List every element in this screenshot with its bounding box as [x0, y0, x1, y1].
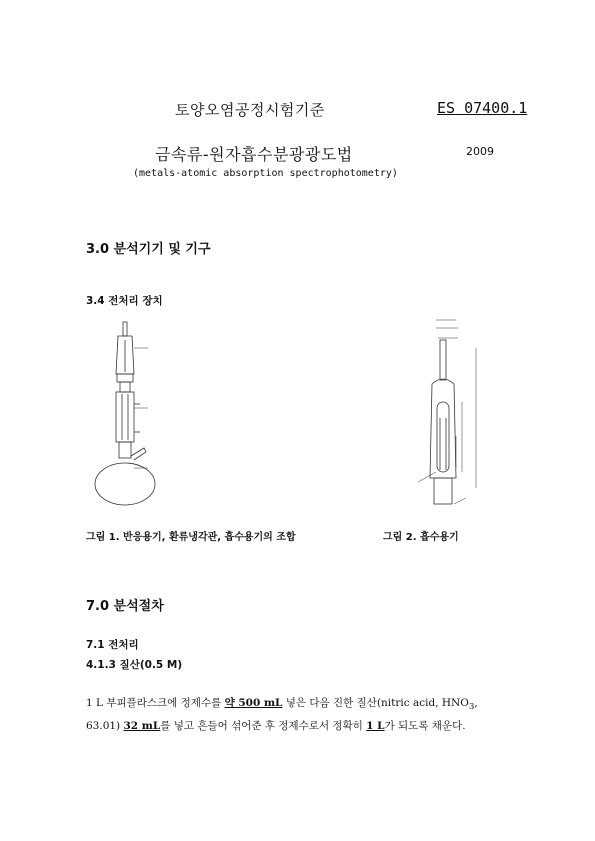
paragraph-text: 를 넣고 흔들어 섞어준 후 정제수로서 정확히: [160, 720, 367, 732]
paragraph-line-2: [86, 718, 466, 733]
fig1-side-arm: [131, 448, 146, 460]
fig1-reaction-flask: [95, 463, 155, 505]
section-4-1-3-heading: 4.1.3 질산(0.5 M): [86, 659, 183, 671]
paragraph-text: ,: [474, 697, 478, 709]
emphasis-volume-500ml: 약 500 mL: [224, 697, 283, 709]
fig2-top-tube: [440, 340, 446, 380]
paragraph-text: 넣은 다음 진한 질산(nitric acid, HNO: [282, 697, 469, 709]
standard-title: 토양오염공정시험기준: [175, 101, 325, 119]
paragraph-text: 63.01): [86, 720, 124, 732]
document-year: 2009: [466, 145, 494, 158]
paragraph-line-1: [86, 695, 478, 712]
section-7-1-heading: 7.1 전처리: [86, 639, 139, 651]
document-subtitle: (metals-atomic absorption spectrophotometry): [133, 168, 398, 179]
figure-1-apparatus-drawing: [90, 318, 200, 518]
emphasis-volume-1l: 1 L: [366, 720, 385, 732]
section-3-0-heading: 3.0 분석기기 및 기구: [86, 242, 211, 257]
fig2-inner-tube: [437, 402, 449, 472]
section-7-0-heading: 7.0 분석절차: [86, 599, 164, 614]
paragraph-text: 가 되도록 채운다.: [384, 720, 466, 732]
fig2-bottom-joint: [434, 478, 452, 504]
fig1-reflux-condenser: [116, 392, 134, 442]
fig1-lower-joint: [119, 442, 131, 458]
fig1-top-tube: [123, 322, 127, 336]
figure-2-absorption-vessel-drawing: [396, 318, 496, 518]
emphasis-volume-32ml: 32 mL: [123, 720, 161, 732]
standard-code: ES 07400.1: [437, 99, 528, 117]
figure-1-caption: 그림 1. 반응용기, 환류냉각관, 흡수용기의 조합: [86, 532, 296, 543]
fig2-vessel-body: [430, 379, 456, 478]
subscript: 3: [468, 702, 475, 713]
figure-2-caption: 그림 2. 흡수용기: [383, 532, 459, 543]
section-3-4-heading: 3.4 전처리 장치: [86, 295, 163, 307]
paragraph-text: 1 L 부피플라스크에 정제수를: [86, 697, 225, 709]
fig1-upper-joint: [117, 374, 133, 382]
document-title: 금속류-원자흡수분광광도법: [155, 145, 353, 164]
